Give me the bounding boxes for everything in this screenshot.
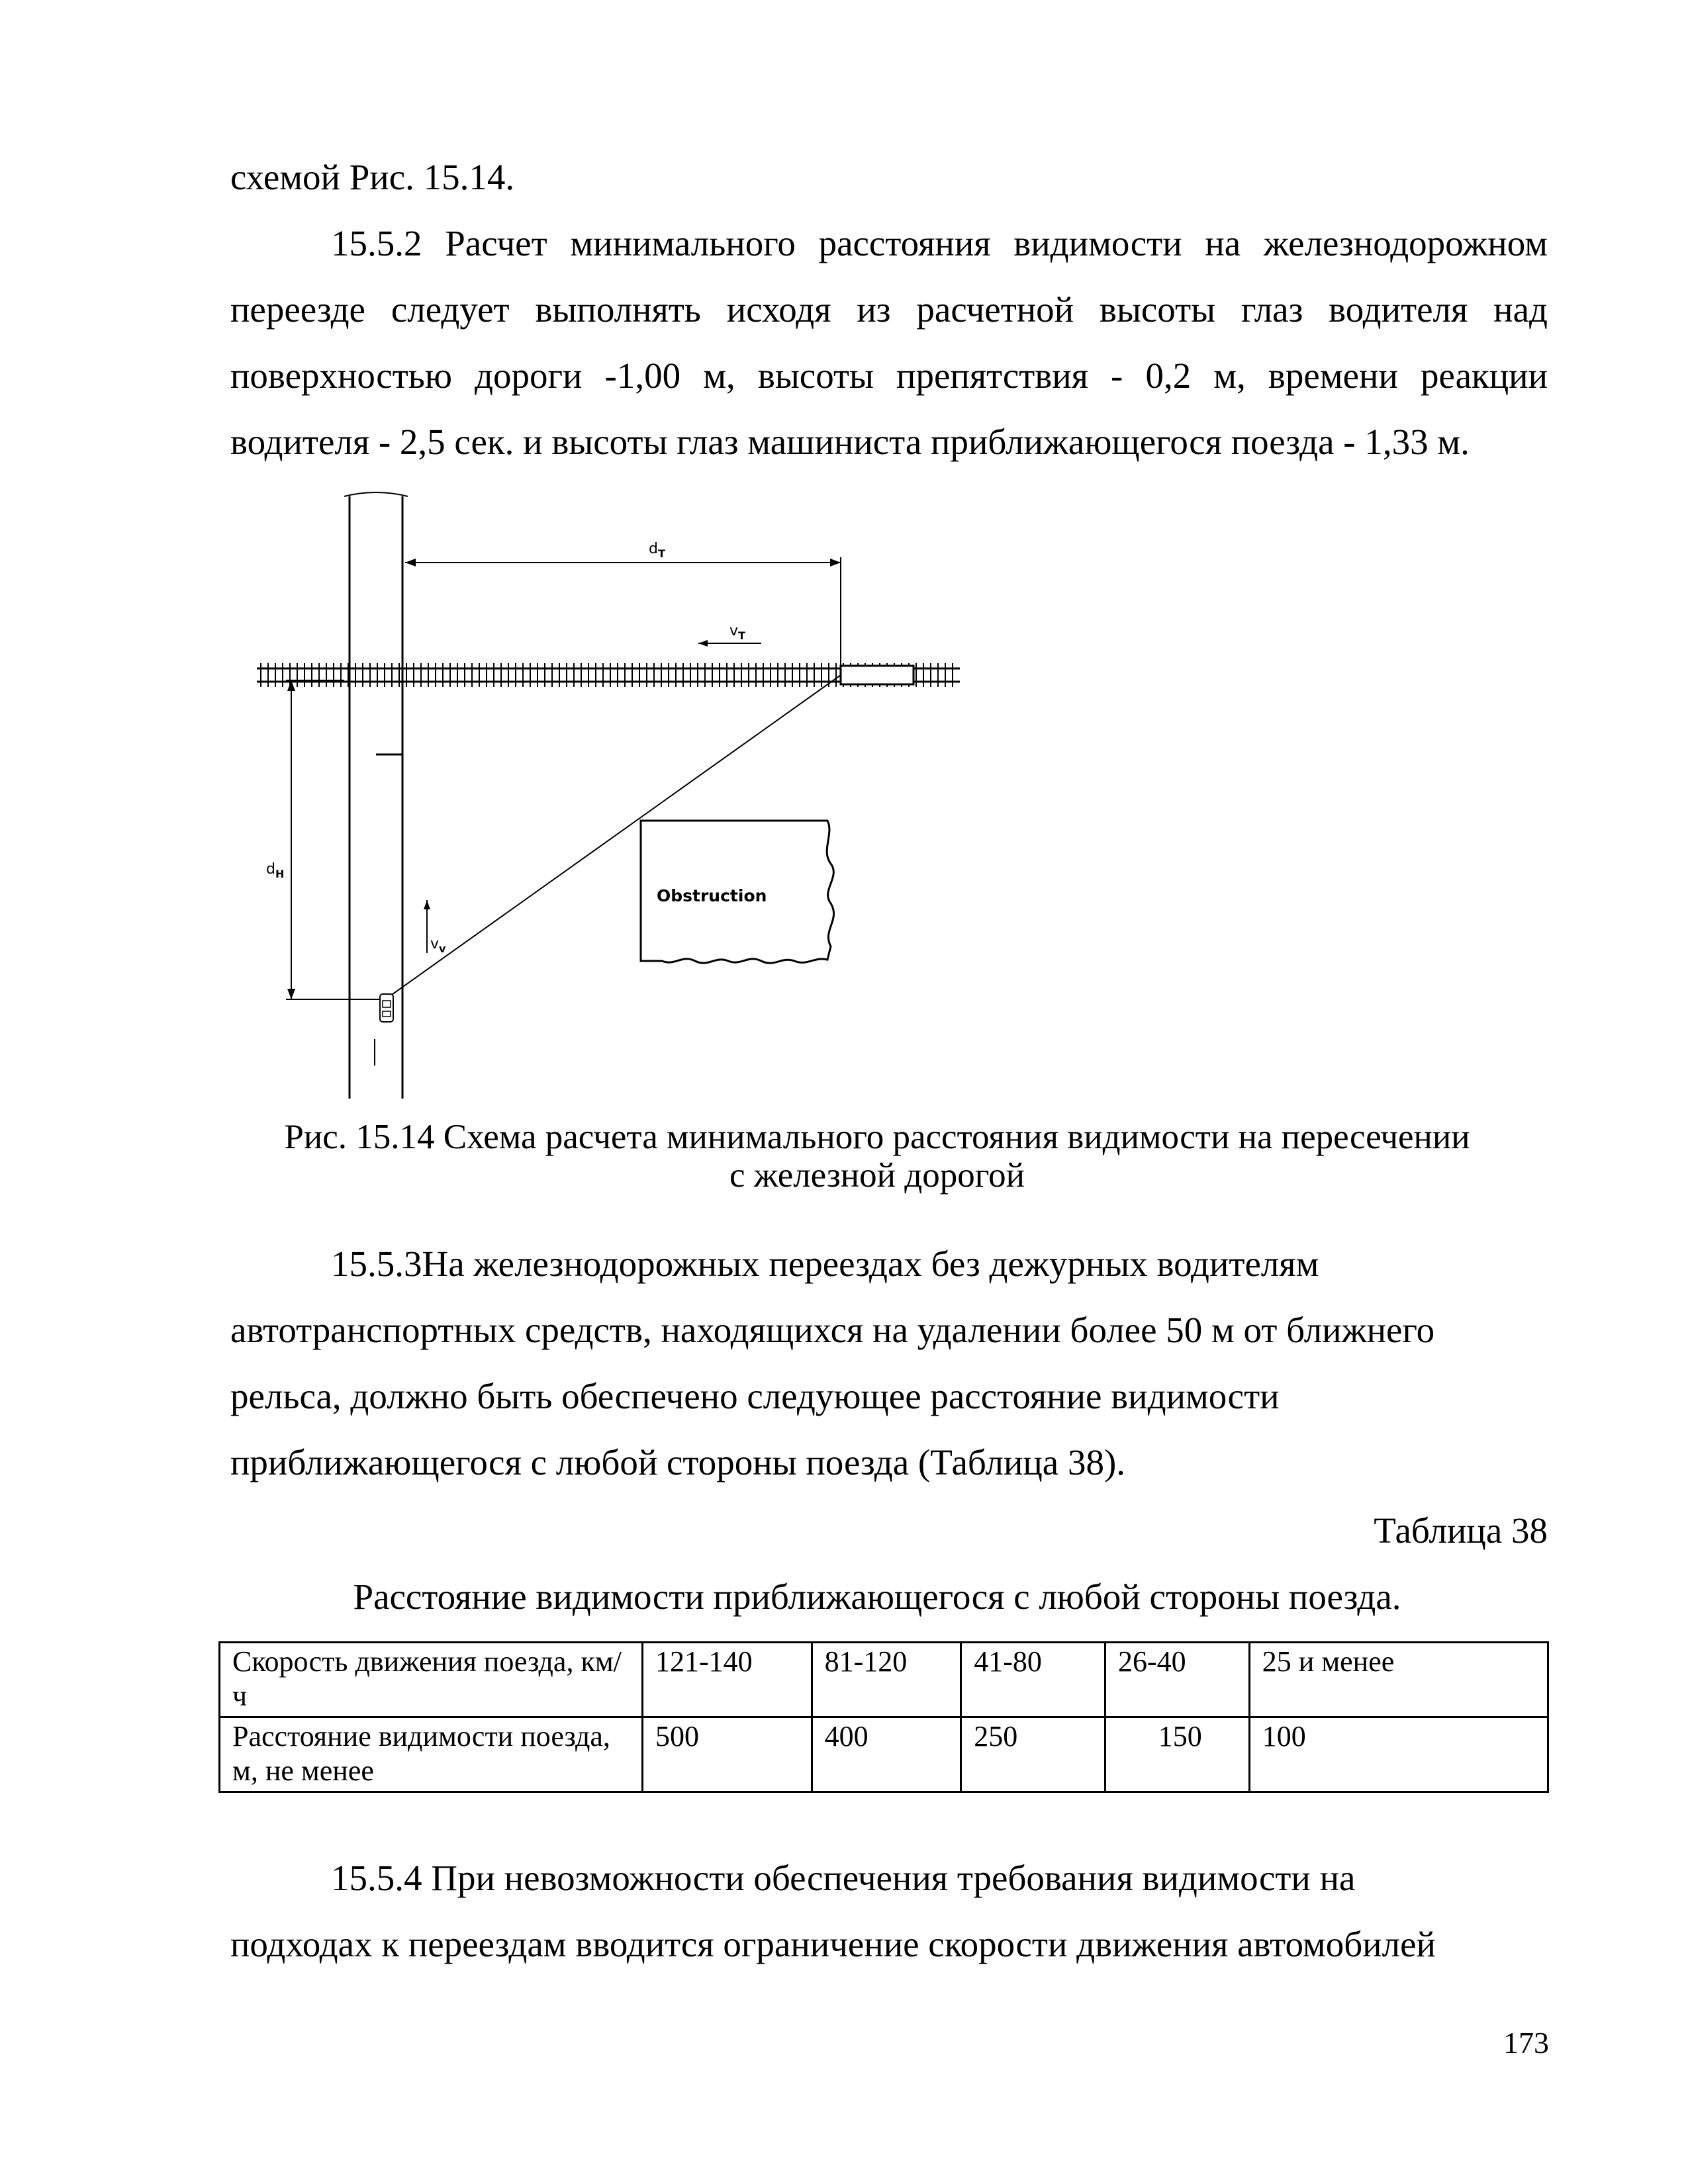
table-cell: 100 [1249, 1717, 1548, 1792]
table-cell: 250 [961, 1717, 1105, 1792]
paragraph-line: приближающегося с любой стороны поезда (Таблица 38). [230, 1442, 1126, 1482]
table-cell: 121-140 [642, 1643, 812, 1717]
table-cell: 150 [1105, 1717, 1249, 1792]
vt-arrow-head [698, 640, 708, 647]
paragraph-line: водителя - 2,5 сек. и высоты глаз машиниста приближающегося поезда - 1,33 м. [230, 422, 1470, 462]
table-cell: 25 и менее [1249, 1643, 1548, 1717]
vt-label: $v_T$ [729, 623, 745, 642]
paragraph-line: 15.5.2 Расчет минимального расстояния видимости на железнодорожном [331, 223, 1548, 263]
vv-arrow-head [424, 900, 430, 909]
table-cell: 500 [642, 1717, 812, 1792]
railway-track [257, 663, 960, 687]
figure-caption-line2: с железной дорогой [729, 1156, 1025, 1195]
car-icon [380, 994, 393, 1022]
dt-arrow-left [405, 559, 416, 567]
dt-arrow-right [830, 559, 841, 567]
paragraph-line: поверхностью дороги -1,00 м, высоты препятствия - 0,2 м, времени реакции [230, 355, 1548, 396]
dh-arrow-bottom [287, 989, 295, 999]
paragraph-line: переезде следует выполнять исходя из расчетной высоты глаз водителя над [230, 289, 1548, 330]
obstruction-label: Obstruction [657, 886, 767, 905]
paragraph-line: 15.5.4 При невозможности обеспечения требования видимости на [331, 1858, 1356, 1898]
table-cell-header: Скорость движения поезда, км/ч [220, 1643, 643, 1717]
road-break-mark [344, 492, 408, 496]
train [841, 666, 914, 684]
visibility-table [218, 1641, 1549, 1793]
paragraph-line: автотранспортных средств, находящихся на удалении более 50 м от ближнего [230, 1310, 1435, 1350]
table-row [220, 1717, 1548, 1792]
paragraph-line: 15.5.3На железнодорожных переездах без дежурных водителям [331, 1244, 1319, 1284]
table-row [220, 1643, 1548, 1717]
paragraph-line: схемой Рис. 15.14. [230, 157, 515, 197]
dt-label: $d_T$ [649, 541, 665, 560]
railway-crossing-diagram [252, 490, 1006, 1105]
vv-label: $v_v$ [430, 936, 446, 955]
table-cell: 81-120 [812, 1643, 961, 1717]
paragraph-line: рельса, должно быть обеспечено следующее расстояние видимости [230, 1376, 1280, 1416]
table-label: Таблица 38 [1374, 1510, 1548, 1551]
table-cell: 26-40 [1105, 1643, 1249, 1717]
dh-label: $d_H$ [266, 861, 285, 880]
paragraph-line: подходах к переездам вводится ограничение скорости движения автомобилей [230, 1924, 1436, 1964]
table-cell: 400 [812, 1717, 961, 1792]
table-cell: 41-80 [961, 1643, 1105, 1717]
figure-caption-line1: Рис. 15.14 Схема расчета минимального расстояния видимости на пересечении [284, 1118, 1470, 1156]
page-number: 173 [1503, 2026, 1549, 2060]
table-title: Расстояние видимости приближающегося с любой стороны поезда. [353, 1576, 1401, 1617]
table-cell-header: Расстояние видимости поезда, м, не менее [220, 1717, 643, 1792]
